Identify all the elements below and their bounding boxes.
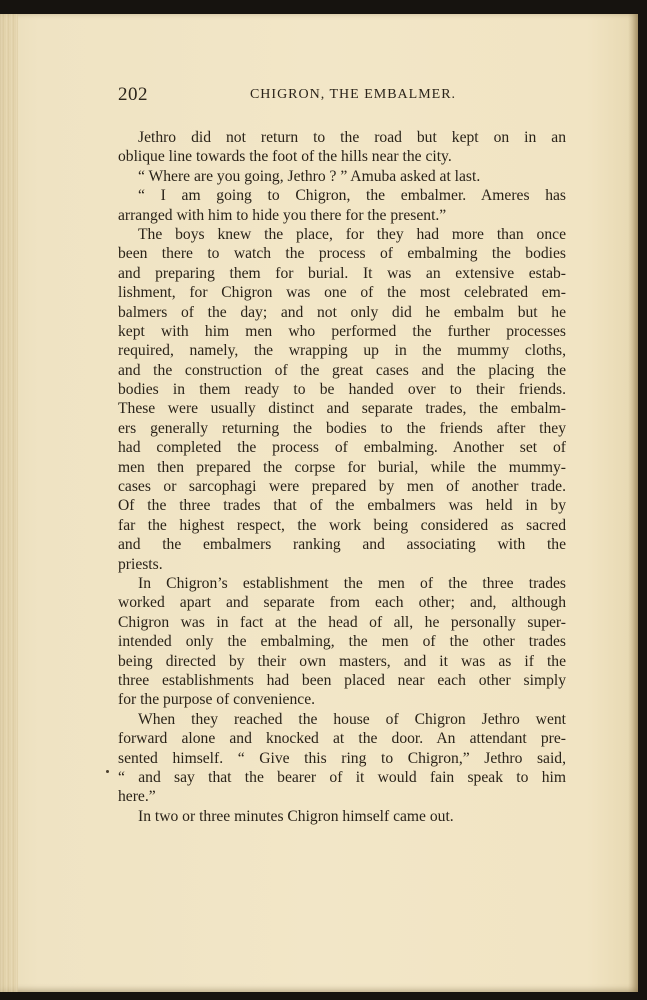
text-line: had completed the process of embalming. Another set of (118, 439, 566, 457)
text-line: for the purpose of convenience. (118, 691, 316, 709)
text-line: being directed by their own masters, and it was as if the (118, 652, 566, 670)
text-line: oblique line towards the foot of the hills near the city. (118, 148, 452, 166)
page-edge-right (628, 14, 638, 992)
running-head (118, 84, 566, 110)
text-line: balmers of the day; and not only did he embalm but he (118, 303, 566, 321)
text-line: These were usually distinct and separate trades, the embalm- (118, 400, 566, 418)
text-line: here.” (118, 788, 156, 806)
text-line: and preparing them for burial. It was an extensive estab- (118, 264, 566, 282)
text-line: cases or sarcophagi were prepared by men of another trade. (118, 478, 566, 496)
text-line: forward alone and knocked at the door. An attendant pre- (118, 730, 566, 748)
text-line: In two or three minutes Chigron himself came out. (138, 807, 454, 825)
text-line: lishment, for Chigron was one of the most celebrated em- (118, 284, 566, 302)
text-line: Of the three trades that of the embalmers was held in by (118, 497, 566, 515)
text-line: and the construction of the great cases and the placing the (118, 361, 566, 379)
text-line: and the embalmers ranking and associating with the (118, 536, 566, 554)
text-line: sented himself. “ Give this ring to Chigron,” Jethro said, (118, 749, 566, 767)
text-line: Jethro did not return to the road but kept on in an (138, 129, 566, 146)
text-line: men then prepared the corpse for burial, while the mummy- (118, 458, 566, 476)
text-line: three establishments had been placed near each other simply (118, 671, 566, 689)
text-line: bodies in them ready to be handed over to their friends. (118, 381, 566, 399)
text-line: When they reached the house of Chigron Jethro went (138, 710, 566, 728)
text-line: priests. (118, 555, 163, 573)
text-line: “ and say that the bearer of it would fain speak to him (118, 768, 566, 786)
text-line: far the highest respect, the work being considered as sacred (118, 516, 566, 534)
text-line: The boys knew the place, for they had more than once (138, 225, 566, 243)
text-line: kept with him men who performed the further processes (118, 322, 566, 340)
page-number: 202 (118, 84, 148, 105)
body-text (118, 128, 566, 826)
text-line: In Chigron’s establishment the men of the three trades (138, 574, 566, 592)
text-line: arranged with him to hide you there for the present.” (118, 206, 447, 224)
text-line: ers generally returning the bodies to the friends after they (118, 419, 566, 437)
text-line: intended only the embalming, the men of the other trades (118, 633, 566, 651)
text-line: been there to watch the process of embalming the bodies (118, 245, 566, 263)
text-line: required, namely, the wrapping up in the mummy cloths, (118, 342, 566, 360)
text-line: “ I am going to Chigron, the embalmer. Ameres has (138, 187, 566, 205)
text-line: “ Where are you going, Jethro ? ” Amuba asked at last. (138, 167, 481, 185)
margin-speck (106, 770, 109, 773)
page-edge-left (0, 14, 18, 992)
text-line: Chigron was in fact at the head of all, he personally super- (118, 613, 566, 631)
text-line: worked apart and separate from each other; and, although (118, 594, 566, 612)
running-title: CHIGRON, THE EMBALMER. (249, 87, 457, 102)
